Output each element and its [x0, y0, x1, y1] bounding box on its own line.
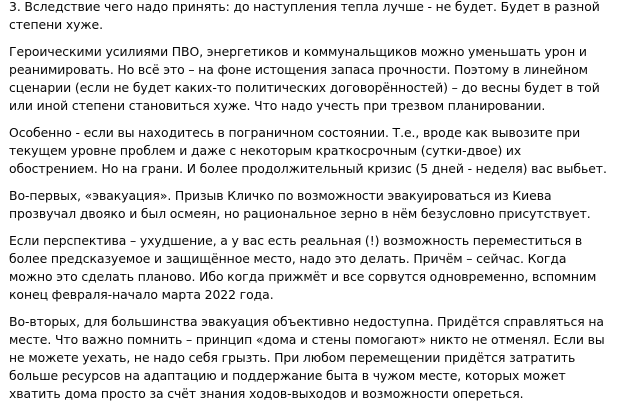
paragraph-3: Особенно - если вы находитесь в пограничном состоянии. Т.е., вроде как вывозите при текущем уровне проблем и даже с некоторым краткосрочным (сутки-двое) их обострением. Но на грани. И более продолжительный кризис (5 дней - неделя) вас выбьет.: [9, 125, 607, 176]
paragraph-6: Во-вторых, для большинства эвакуация объективно недоступна. Придётся справляться на месте. Что важно помнить – принцип «дома и стены помогают» никто не отменял. Если вы не можете уехать, не надо себя грызть. При любом перемещении придётся затратить больше ресурсов на адаптацию и поддержание быта в чужом месте, которых может хватить дома просто за счёт знания ходов-выходов и возможности опереться.: [9, 314, 605, 401]
paragraph-5: Если перспектива – ухудшение, а у вас есть реальная (!) возможность переместиться в более предсказуемое и защищённое место, надо это делать. Причём – сейчас. Когда можно это сделать планово. Ибо когда прижмёт и все сорвутся одновременно, вспомним конец февраля-начало марта 2022 года.: [9, 233, 597, 302]
paragraph-4: Во-первых, «эвакуация». Призыв Кличко по возможности эвакуироваться из Киева прозвучал двояко и был осмеян, но рациональное зерно в нём безусловно присутствует.: [9, 188, 591, 221]
paragraph-2: Героическими усилиями ПВО, энергетиков и коммунальщиков можно уменьшать урон и реанимировать. Но всё это – на фоне истощения запаса прочности. Поэтому в линейном сценарии (если не будет каких-то политических договорённостей) – до весны будет в той или иной степени становиться хуже. Что надо учесть при трезвом планировании.: [9, 44, 600, 113]
paragraph-1: 3. Вследствие чего надо принять: до наступления тепла лучше - не будет. Будет в разной степени хуже.: [9, 0, 600, 32]
